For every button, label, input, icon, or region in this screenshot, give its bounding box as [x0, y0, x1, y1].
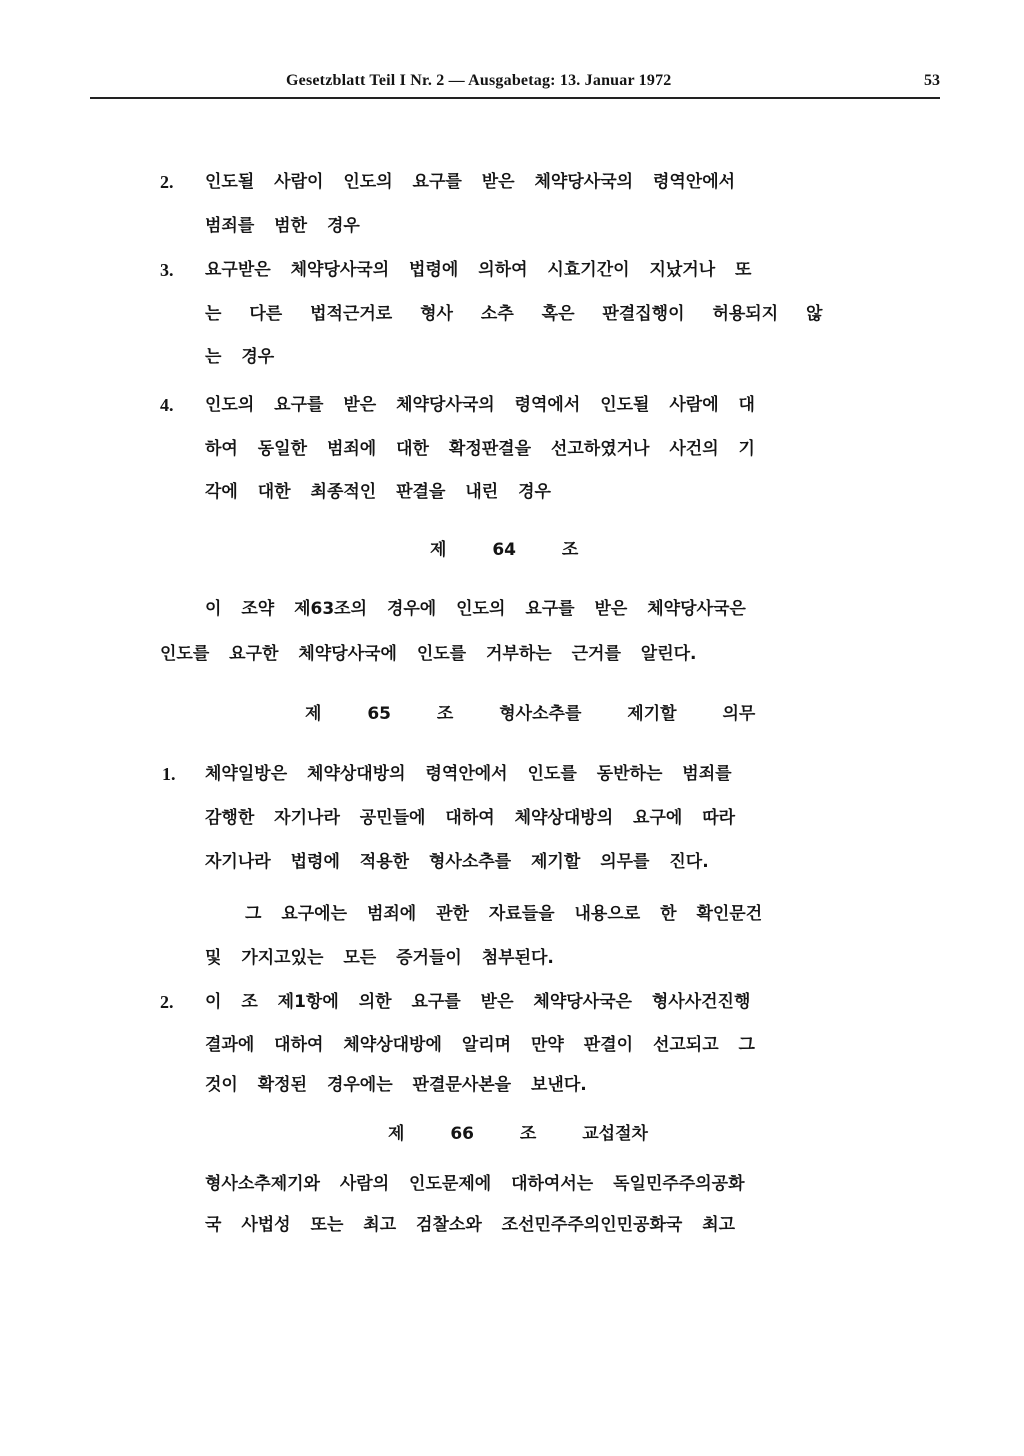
header-title: Gesetzblatt Teil I Nr. 2 — Ausgabetag: 13. Januar 1972: [286, 72, 672, 89]
text-line: 체약일방은 체약상대방의 령역안에서 인도를 동반하는 범죄를: [205, 764, 732, 784]
text-line: 범죄를 범한 경우: [205, 216, 360, 236]
text-line: 이 조 제1항에 의한 요구를 받은 체약당사국은 형사사건진행: [205, 992, 751, 1012]
text-line: 결과에 대하여 체약상대방에 알리며 만약 판결이 선고되고 그: [205, 1035, 755, 1055]
text-line: 형사소추제기와 사람의 인도문제에 대하여서는 독일민주주의공화: [205, 1174, 745, 1194]
article-heading: 제 66 조 교섭절차: [388, 1124, 648, 1144]
text-line: 는 경우: [205, 347, 275, 367]
page-header: [90, 72, 940, 96]
page-number: 53: [924, 72, 940, 89]
text-line: 인도의 요구를 받은 체약당사국의 령역에서 인도될 사람에 대: [205, 395, 755, 415]
text-line: 인도될 사람이 인도의 요구를 받은 체약당사국의 령역안에서: [205, 172, 736, 192]
text-line: 는 다른 법적근거로 형사 소추 혹은 판결집행이 허용되지 않: [205, 304, 823, 324]
item-number: 3.: [160, 260, 174, 280]
text-line: 것이 확정된 경우에는 판결문사본을 보낸다.: [205, 1075, 587, 1095]
text-line: 인도를 요구한 체약당사국에 인도를 거부하는 근거를 알린다.: [160, 644, 697, 664]
item-number: 4.: [160, 395, 174, 415]
header-rule: [90, 97, 940, 99]
article-heading: 제 65 조 형사소추를 제기할 의무: [305, 704, 756, 724]
text-line: 하여 동일한 범죄에 대한 확정판결을 선고하였거나 사건의 기: [205, 439, 755, 459]
item-number: 2.: [160, 172, 174, 192]
text-line: 국 사법성 또는 최고 검찰소와 조선민주주의인민공화국 최고: [205, 1215, 736, 1235]
item-number: 1.: [162, 764, 176, 784]
text-line: 이 조약 제63조의 경우에 인도의 요구를 받은 체약당사국은: [205, 599, 746, 619]
text-line: 요구받은 체약당사국의 법령에 의하여 시효기간이 지났거나 또: [205, 260, 752, 280]
text-line: 각에 대한 최종적인 판결을 내린 경우: [205, 482, 551, 502]
text-line: 및 가지고있는 모든 증거들이 첨부된다.: [205, 948, 554, 968]
item-number: 2.: [160, 992, 174, 1012]
article-heading: 제 64 조: [430, 540, 579, 560]
text-line: 그 요구에는 범죄에 관한 자료들을 내용으로 한 확인문건: [245, 904, 763, 924]
text-line: 자기나라 법령에 적용한 형사소추를 제기할 의무를 진다.: [205, 852, 709, 872]
text-line: 감행한 자기나라 공민들에 대하여 체약상대방의 요구에 따라: [205, 808, 736, 828]
